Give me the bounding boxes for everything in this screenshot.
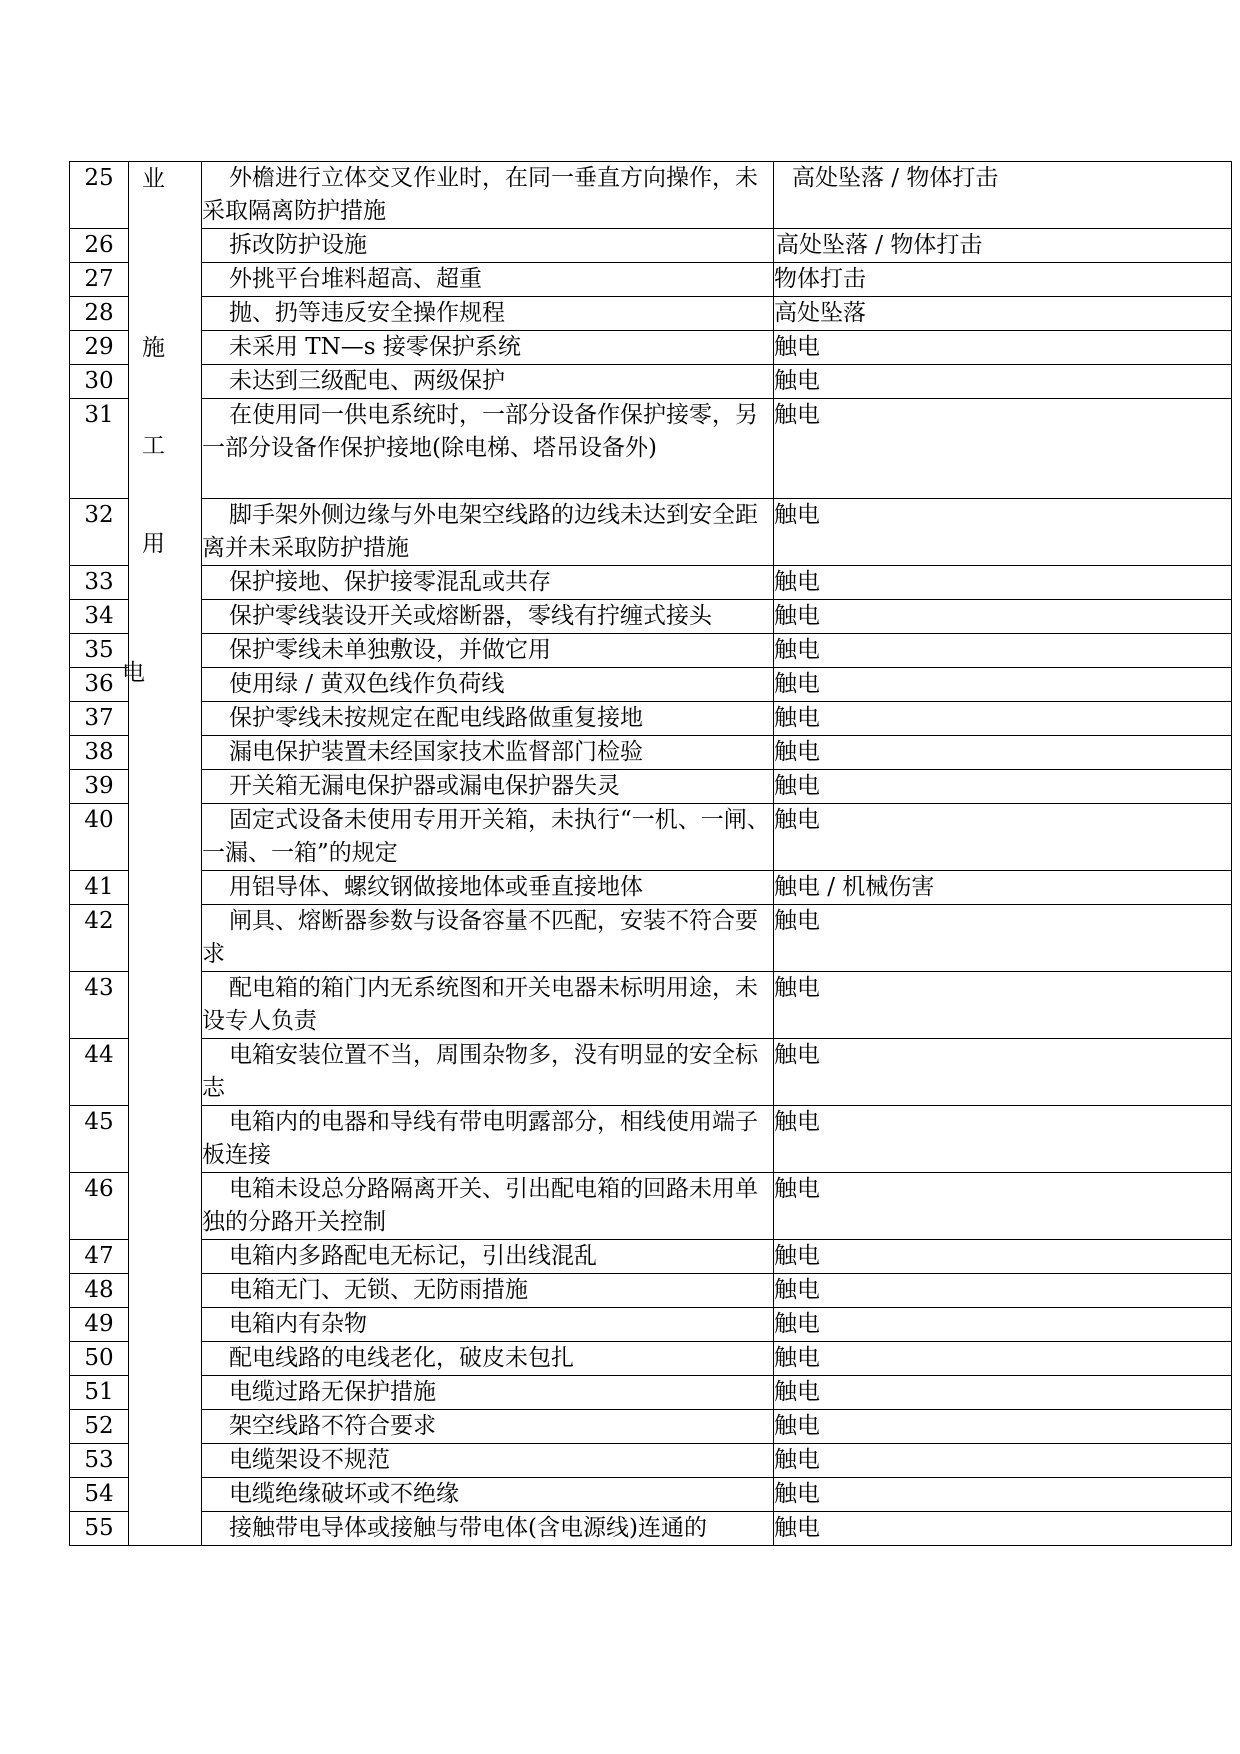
accident-type: 触电 — [774, 1443, 1232, 1477]
table-row — [70, 803, 1232, 870]
table-row — [70, 1409, 1232, 1443]
hazard-description — [202, 971, 774, 1038]
accident-type: 触电 — [774, 971, 1232, 1038]
row-number: 39 — [70, 769, 129, 803]
hazard-description-text: 用铝导体、螺纹钢做接地体或垂直接地体 — [229, 873, 643, 900]
hazard-description — [202, 365, 774, 399]
accident-type: 触电 — [774, 904, 1232, 971]
hazard-table — [69, 161, 1232, 1546]
table-row — [70, 667, 1232, 701]
hazard-description-text: 未达到三级配电、两级保护 — [229, 368, 505, 394]
table-row — [70, 1511, 1232, 1545]
table-row — [70, 1375, 1232, 1409]
row-number: 33 — [70, 565, 129, 599]
hazard-description — [202, 1511, 774, 1545]
hazard-description — [202, 399, 774, 499]
table-row — [70, 565, 1232, 599]
row-number: 50 — [70, 1341, 129, 1375]
table-row — [70, 1239, 1232, 1273]
hazard-description — [202, 331, 774, 365]
row-number: 32 — [70, 498, 129, 565]
table-row — [70, 971, 1232, 1038]
row-number: 43 — [70, 971, 129, 1038]
accident-type: 触电 — [774, 1172, 1232, 1239]
table-row — [70, 1172, 1232, 1239]
hazard-description-text: 漏电保护装置未经国家技术监督部门检验 — [229, 738, 643, 765]
hazard-description — [202, 1409, 774, 1443]
accident-type: 触电 / 机械伤害 — [774, 870, 1232, 904]
row-number: 26 — [70, 229, 129, 263]
category-char: 业 — [142, 166, 165, 192]
category-char: 用 — [142, 531, 165, 557]
accident-type: 触电 — [774, 599, 1232, 633]
row-number: 37 — [70, 701, 129, 735]
hazard-description-text: 保护接地、保护接零混乱或共存 — [229, 568, 551, 595]
accident-type: 物体打击 — [774, 263, 1232, 297]
hazard-description-text: 在使用同一供电系统时，一部分设备作保护接零，另一部分设备作保护接地(除电梯、塔吊设备外) — [202, 402, 758, 461]
hazard-description — [202, 904, 774, 971]
category-char: 施 — [142, 335, 165, 361]
table-row — [70, 365, 1232, 399]
hazard-description-text: 脚手架外侧边缘与外电架空线路的边线未达到安全距离并未采取防护措施 — [202, 501, 758, 561]
row-number: 47 — [70, 1239, 129, 1273]
row-number: 48 — [70, 1273, 129, 1307]
hazard-description — [202, 769, 774, 803]
table-row — [70, 498, 1232, 565]
row-number: 30 — [70, 365, 129, 399]
accident-type: 高处坠落 / 物体打击 — [774, 162, 1232, 229]
hazard-description-text: 外挑平台堆料超高、超重 — [229, 266, 482, 292]
hazard-description-text: 电箱内有杂物 — [229, 1310, 367, 1337]
hazard-description — [202, 633, 774, 667]
row-number: 25 — [70, 162, 129, 229]
accident-type: 触电 — [774, 633, 1232, 667]
accident-type: 触电 — [774, 1341, 1232, 1375]
accident-type: 触电 — [774, 498, 1232, 565]
hazard-description-text: 电缆架设不规范 — [229, 1446, 390, 1473]
hazard-description-text: 电箱安装位置不当，周围杂物多，没有明显的安全标志 — [202, 1041, 758, 1101]
accident-type: 触电 — [774, 701, 1232, 735]
row-number: 40 — [70, 803, 129, 870]
accident-type: 高处坠落 — [774, 297, 1232, 331]
hazard-description-text: 未采用 TN—s 接零保护系统 — [229, 334, 521, 360]
hazard-description-text: 保护零线未按规定在配电线路做重复接地 — [229, 704, 643, 731]
hazard-description-text: 电箱无门、无锁、无防雨措施 — [229, 1276, 528, 1303]
accident-type: 触电 — [774, 1105, 1232, 1172]
table-row — [70, 701, 1232, 735]
hazard-description-text: 保护零线未单独敷设，并做它用 — [229, 636, 551, 663]
hazard-description-text: 电箱内多路配电无标记，引出线混乱 — [229, 1242, 597, 1269]
hazard-description — [202, 1038, 774, 1105]
hazard-description — [202, 1273, 774, 1307]
row-number: 53 — [70, 1443, 129, 1477]
row-number: 55 — [70, 1511, 129, 1545]
hazard-description-text: 配电箱的箱门内无系统图和开关电器未标明用途，未设专人负责 — [202, 974, 758, 1034]
table-row — [70, 1443, 1232, 1477]
row-number: 34 — [70, 599, 129, 633]
row-number: 46 — [70, 1172, 129, 1239]
hazard-description-text: 固定式设备未使用专用开关箱，未执行“一机、一闸、一漏、一箱”的规定 — [202, 806, 770, 866]
hazard-description-text: 抛、扔等违反安全操作规程 — [229, 300, 505, 326]
hazard-description — [202, 599, 774, 633]
category-char: 电 — [122, 660, 145, 686]
row-number: 42 — [70, 904, 129, 971]
accident-type: 触电 — [774, 769, 1232, 803]
row-number: 41 — [70, 870, 129, 904]
hazard-description — [202, 1105, 774, 1172]
hazard-description-text: 保护零线装设开关或熔断器，零线有拧缠式接头 — [229, 602, 712, 629]
hazard-description — [202, 297, 774, 331]
hazard-description-text: 配电线路的电线老化，破皮未包扎 — [229, 1344, 574, 1371]
hazard-description — [202, 735, 774, 769]
table-row — [70, 1341, 1232, 1375]
row-number: 27 — [70, 263, 129, 297]
table-row — [70, 229, 1232, 263]
accident-type: 触电 — [774, 1409, 1232, 1443]
table-row — [70, 331, 1232, 365]
table-row — [70, 735, 1232, 769]
table-row — [70, 263, 1232, 297]
hazard-description — [202, 1239, 774, 1273]
hazard-description — [202, 162, 774, 229]
table-row — [70, 870, 1232, 904]
accident-type: 触电 — [774, 565, 1232, 599]
row-number: 38 — [70, 735, 129, 769]
row-number: 52 — [70, 1409, 129, 1443]
row-number: 29 — [70, 331, 129, 365]
table-row — [70, 904, 1232, 971]
hazard-description — [202, 229, 774, 263]
hazard-description-text: 电箱内的电器和导线有带电明露部分，相线使用端子板连接 — [202, 1108, 758, 1168]
hazard-table-body — [70, 162, 1232, 1546]
table-row — [70, 1273, 1232, 1307]
category-column — [122, 162, 202, 1546]
hazard-description — [202, 498, 774, 565]
hazard-description — [202, 701, 774, 735]
accident-type: 触电 — [774, 803, 1232, 870]
accident-type: 触电 — [774, 667, 1232, 701]
hazard-description — [202, 1477, 774, 1511]
row-number: 51 — [70, 1375, 129, 1409]
hazard-description — [202, 263, 774, 297]
hazard-description-text: 电箱未设总分路隔离开关、引出配电箱的回路未用单独的分路开关控制 — [202, 1175, 758, 1235]
row-number: 35 — [70, 633, 129, 667]
hazard-description — [202, 1443, 774, 1477]
accident-type: 触电 — [774, 331, 1232, 365]
hazard-description-text: 电缆绝缘破坏或不绝缘 — [229, 1480, 459, 1507]
accident-type: 触电 — [774, 1477, 1232, 1511]
hazard-description — [202, 870, 774, 904]
row-number: 31 — [70, 399, 129, 499]
accident-type: 高处坠落 / 物体打击 — [774, 229, 1232, 263]
table-row — [70, 1477, 1232, 1511]
accident-type: 触电 — [774, 1273, 1232, 1307]
accident-type: 触电 — [774, 1239, 1232, 1273]
hazard-description — [202, 565, 774, 599]
table-row — [70, 297, 1232, 331]
table-row — [70, 1038, 1232, 1105]
table-row — [70, 633, 1232, 667]
hazard-description-text: 电缆过路无保护措施 — [229, 1378, 436, 1405]
row-number: 36 — [70, 667, 129, 701]
hazard-description-text: 拆改防护设施 — [229, 232, 367, 258]
hazard-description-text: 使用绿 / 黄双色线作负荷线 — [229, 670, 505, 697]
table-row — [70, 399, 1232, 499]
hazard-description — [202, 1375, 774, 1409]
table-row — [70, 1105, 1232, 1172]
accident-type: 触电 — [774, 735, 1232, 769]
accident-type: 触电 — [774, 1511, 1232, 1545]
accident-type: 触电 — [774, 1375, 1232, 1409]
table-row — [70, 162, 1232, 229]
hazard-description — [202, 1172, 774, 1239]
hazard-description-text: 闸具、熔断器参数与设备容量不匹配，安装不符合要求 — [202, 907, 758, 967]
row-number: 44 — [70, 1038, 129, 1105]
hazard-description — [202, 1341, 774, 1375]
hazard-description — [202, 667, 774, 701]
hazard-description-text: 外檐进行立体交叉作业时，在同一垂直方向操作，未采取隔离防护措施 — [202, 165, 758, 224]
category-char: 工 — [142, 433, 165, 459]
table-row — [70, 599, 1232, 633]
table-row — [70, 769, 1232, 803]
accident-type: 触电 — [774, 365, 1232, 399]
accident-type: 触电 — [774, 399, 1232, 499]
row-number: 28 — [70, 297, 129, 331]
row-number: 49 — [70, 1307, 129, 1341]
hazard-description-text: 接触带电导体或接触与带电体(含电源线)连通的 — [229, 1514, 707, 1541]
hazard-description — [202, 1307, 774, 1341]
hazard-description-text: 开关箱无漏电保护器或漏电保护器失灵 — [229, 772, 620, 799]
row-number: 45 — [70, 1105, 129, 1172]
table-row — [70, 1307, 1232, 1341]
hazard-description-text: 架空线路不符合要求 — [229, 1412, 436, 1439]
hazard-description — [202, 803, 774, 870]
accident-type: 触电 — [774, 1307, 1232, 1341]
accident-type: 触电 — [774, 1038, 1232, 1105]
row-number: 54 — [70, 1477, 129, 1511]
